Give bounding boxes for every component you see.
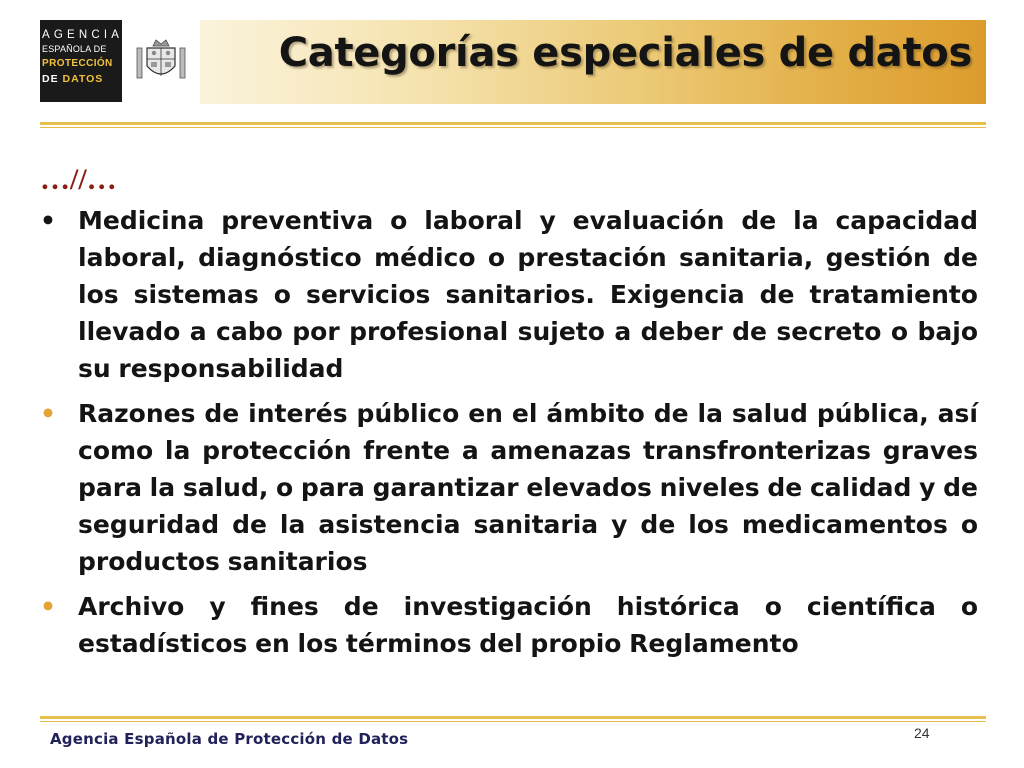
- bullet-text: Archivo y fines de investigación histórica o científica o estadísticos en los términos del propio Reglamento: [78, 592, 978, 658]
- bullet-list: [40, 202, 978, 670]
- slide-title: Categorías especiales de datos: [278, 30, 972, 76]
- footer-divider: [40, 716, 986, 719]
- logo-line-4: [42, 72, 122, 87]
- logo-line-3: PROTECCIÓN: [42, 58, 113, 69]
- coat-of-arms-icon: [136, 38, 186, 84]
- footer-divider-thin: [40, 721, 986, 722]
- continuation-marker: …//…: [40, 163, 117, 196]
- bullet-text: Medicina preventiva o laboral y evaluación de la capacidad laboral, diagnóstico médico o prestación sanitaria, gestión de los sistemas o servicios sanitarios. Exigencia de tratamiento llevado a cabo por profesional sujeto a deber de secreto o bajo su responsabilidad: [78, 206, 978, 383]
- logo-line-4b: DATOS: [62, 73, 104, 85]
- bullet-item: [40, 588, 978, 662]
- bullet-dot-icon: •: [40, 399, 56, 428]
- bullet-text: Razones de interés público en el ámbito de la salud pública, así como la protección frente a amenazas transfronterizas graves para la salud, o para garantizar elevados niveles de calidad y de seguridad de la asistencia sanitaria y de los medicamentos o productos sanitarios: [78, 399, 978, 576]
- bullet-item: [40, 395, 978, 580]
- title-banner: [200, 20, 986, 104]
- header-divider: [40, 122, 986, 125]
- logo-line-4a: DE: [42, 73, 59, 85]
- agency-logo: [40, 20, 122, 102]
- logo-line-1: AGENCIA: [42, 29, 124, 41]
- bullet-dot-icon: •: [40, 206, 56, 235]
- bullet-dot-icon: •: [40, 592, 56, 621]
- page-number: 24: [914, 725, 930, 741]
- bullet-item: [40, 202, 978, 387]
- logo-line-2: ESPAÑOLA DE: [42, 44, 107, 54]
- footer-organization: Agencia Española de Protección de Datos: [50, 730, 409, 748]
- header-divider-thin: [40, 127, 986, 128]
